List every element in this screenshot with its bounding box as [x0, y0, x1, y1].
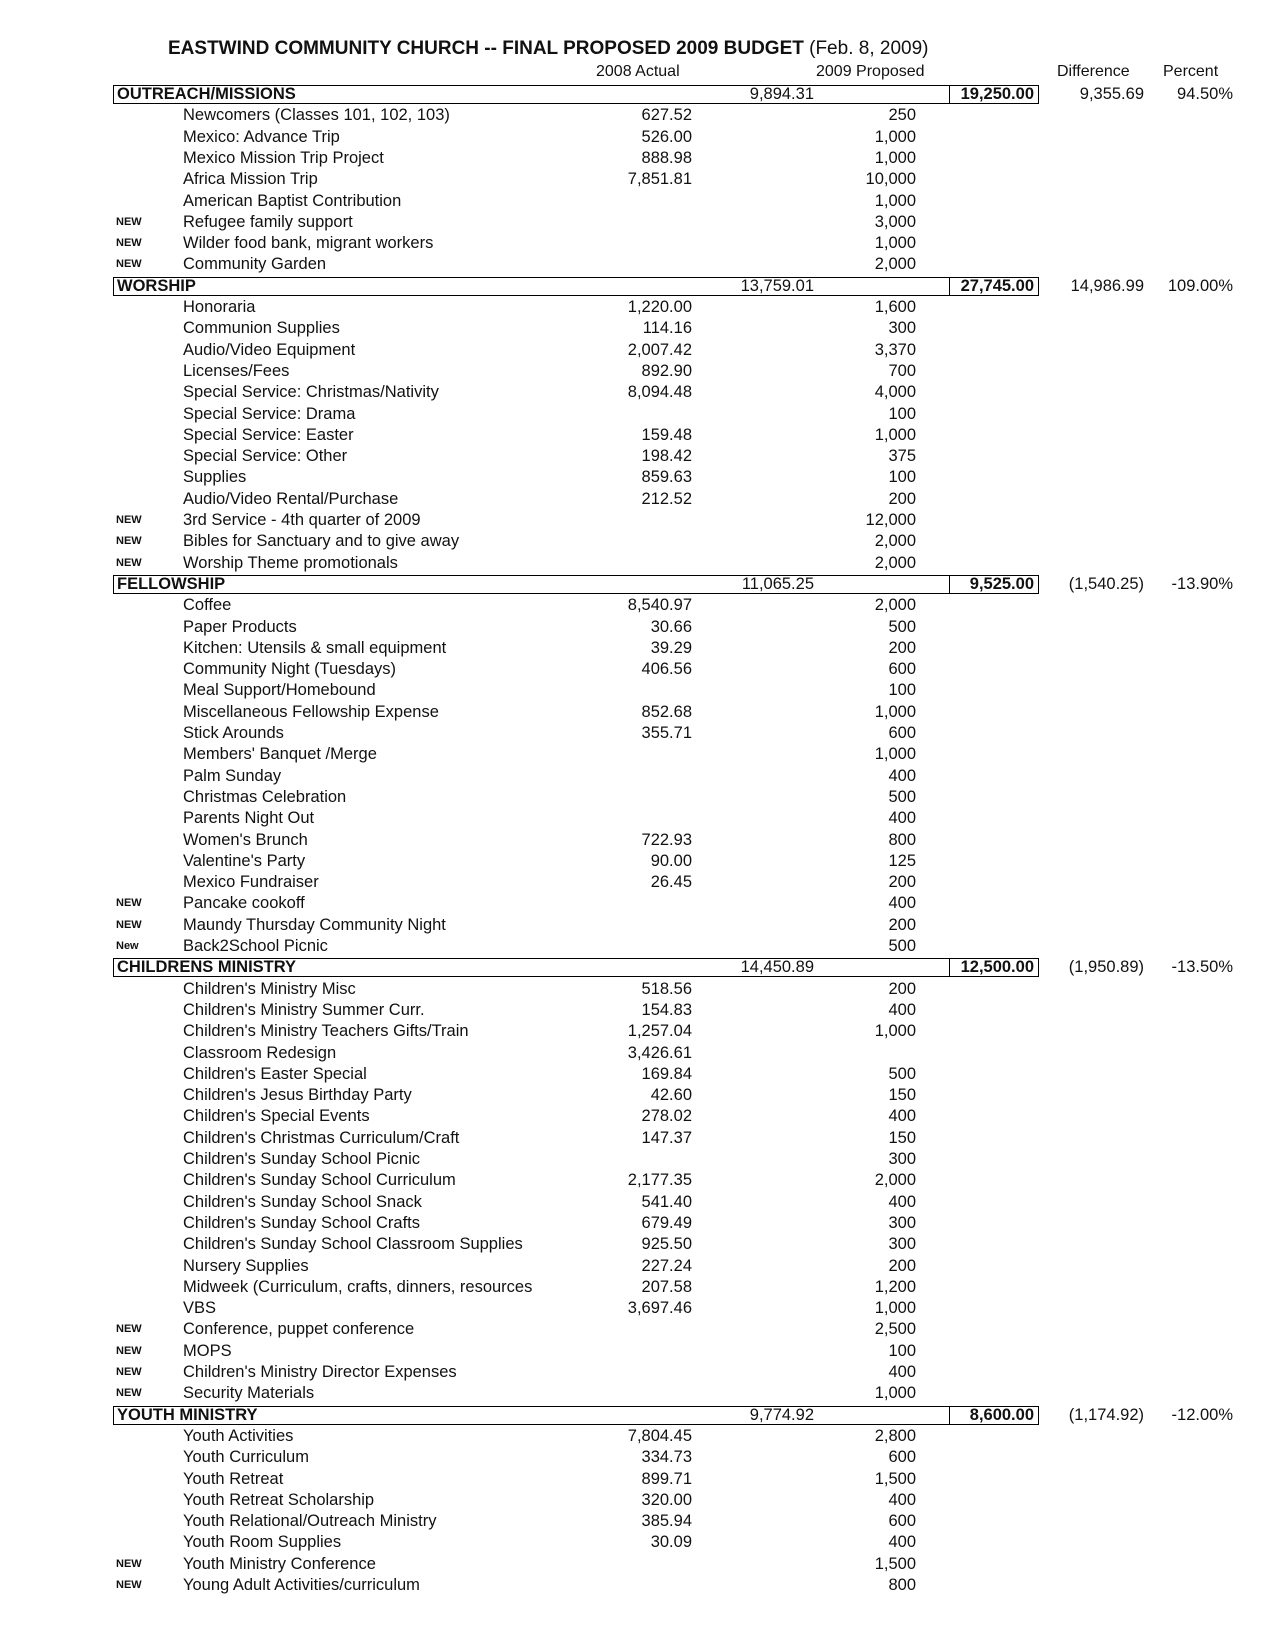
line-item-name: Children's Christmas Curriculum/Craft — [183, 1128, 460, 1147]
line-item-2008-actual: 7,851.81 — [627, 170, 692, 189]
line-item-2008-actual: 212.52 — [641, 489, 692, 508]
section-header-row — [0, 1405, 1275, 1426]
new-flag: NEW — [116, 1344, 142, 1357]
table-row — [0, 659, 1275, 680]
table-row — [0, 787, 1275, 808]
table-row — [0, 340, 1275, 361]
line-item-name: Children's Sunday School Classroom Supplies — [183, 1235, 523, 1254]
line-item-2008-actual: 90.00 — [650, 851, 692, 870]
line-item-2009-proposed: 2,000 — [874, 255, 916, 274]
section-difference: (1,540.25) — [1068, 574, 1144, 593]
table-row — [0, 744, 1275, 765]
line-item-name: Communion Supplies — [183, 319, 340, 338]
line-item-2009-proposed: 200 — [888, 873, 916, 892]
line-item-2008-actual: 1,257.04 — [627, 1022, 692, 1041]
table-row — [0, 1064, 1275, 1085]
line-item-2009-proposed: 1,600 — [874, 298, 916, 316]
line-item-2009-proposed: 1,000 — [874, 191, 916, 210]
line-item-name: Children's Ministry Teachers Gifts/Train — [183, 1022, 469, 1041]
line-item-name: Members' Banquet /Merge — [183, 745, 377, 764]
line-item-2009-proposed: 400 — [888, 894, 916, 913]
line-item-2008-actual: 355.71 — [641, 724, 692, 742]
line-item-2009-proposed: 600 — [888, 1448, 916, 1467]
section-name: FELLOWSHIP — [117, 574, 226, 593]
table-row — [0, 766, 1275, 787]
line-item-2009-proposed: 150 — [888, 1086, 916, 1105]
header-2009-proposed: 2009 Proposed — [816, 63, 925, 80]
line-item-2008-actual: 8,094.48 — [627, 383, 692, 402]
line-item-2008-actual: 852.68 — [641, 702, 692, 721]
table-row — [0, 297, 1275, 318]
line-item-2008-actual: 278.02 — [641, 1107, 692, 1126]
table-row — [0, 1362, 1275, 1383]
table-row — [0, 1490, 1275, 1511]
section-difference: 9,355.69 — [1079, 85, 1144, 103]
line-item-name: Worship Theme promotionals — [183, 553, 398, 572]
line-item-2009-proposed: 1,200 — [874, 1277, 916, 1296]
line-item-name: Christmas Celebration — [183, 787, 347, 806]
line-item-2008-actual: 227.24 — [641, 1256, 692, 1275]
line-item-2009-proposed: 1,000 — [874, 234, 916, 253]
table-row — [0, 1021, 1275, 1042]
section-difference: (1,174.92) — [1068, 1405, 1144, 1424]
line-item-2008-actual: 114.16 — [642, 319, 692, 338]
line-item-2009-proposed: 300 — [888, 1150, 916, 1168]
line-item-name: Back2School Picnic — [183, 937, 328, 955]
line-item-name: Young Adult Activities/curriculum — [183, 1576, 420, 1594]
section-percent: 109.00% — [1167, 276, 1233, 295]
line-item-name: Parents Night Out — [183, 809, 315, 828]
section-name: OUTREACH/MISSIONS — [117, 85, 296, 103]
line-item-name: Youth Curriculum — [183, 1448, 309, 1467]
section-header-row — [0, 276, 1275, 297]
line-item-2009-proposed: 1,500 — [874, 1554, 916, 1573]
table-row — [0, 361, 1275, 382]
line-item-2009-proposed: 800 — [888, 1576, 916, 1594]
line-item-2009-proposed: 400 — [888, 1000, 916, 1019]
table-row — [0, 169, 1275, 190]
section-2008-actual: 11,065.25 — [741, 574, 814, 593]
section-difference: 14,986.99 — [1070, 276, 1144, 295]
line-item-2009-proposed: 4,000 — [874, 383, 916, 402]
line-item-2009-proposed: 600 — [888, 724, 916, 742]
line-item-name: Refugee family support — [183, 212, 353, 231]
line-item-2008-actual: 722.93 — [641, 830, 692, 849]
section-percent: -12.00% — [1171, 1405, 1233, 1424]
line-item-2008-actual: 30.66 — [650, 617, 692, 636]
line-item-name: Conference, puppet conference — [183, 1320, 415, 1339]
table-row — [0, 1277, 1275, 1298]
table-row — [0, 148, 1275, 169]
line-item-2008-actual: 627.52 — [641, 106, 692, 125]
line-item-2008-actual: 892.90 — [641, 361, 692, 380]
table-row — [0, 617, 1275, 638]
table-row — [0, 1554, 1275, 1575]
line-item-2009-proposed: 1,000 — [874, 127, 916, 146]
new-flag: NEW — [116, 1323, 142, 1336]
line-item-name: Pancake cookoff — [183, 894, 305, 913]
table-row — [0, 127, 1275, 148]
section-header-row — [0, 84, 1275, 105]
new-flag: NEW — [116, 535, 142, 548]
line-item-2008-actual: 925.50 — [641, 1235, 692, 1254]
table-row — [0, 1319, 1275, 1340]
line-item-name: Mexico Mission Trip Project — [183, 148, 384, 167]
line-item-2008-actual: 26.45 — [650, 873, 692, 892]
table-row — [0, 1575, 1275, 1596]
table-row — [0, 595, 1275, 616]
line-item-name: Children's Sunday School Curriculum — [183, 1171, 456, 1190]
line-item-2009-proposed: 125 — [888, 851, 916, 870]
section-2008-actual: 9,894.31 — [749, 85, 814, 103]
line-item-name: Special Service: Other — [183, 447, 348, 466]
table-row — [0, 318, 1275, 339]
line-item-name: Special Service: Christmas/Nativity — [183, 383, 439, 402]
section-2008-actual: 9,774.92 — [749, 1405, 814, 1424]
line-item-name: Children's Ministry Summer Curr. — [183, 1000, 425, 1019]
line-item-2009-proposed: 2,500 — [874, 1320, 916, 1339]
line-item-name: Youth Relational/Outreach Ministry — [183, 1512, 437, 1531]
table-row — [0, 1170, 1275, 1191]
section-2009-total: 8,600.00 — [969, 1405, 1034, 1424]
table-row — [0, 808, 1275, 829]
line-item-2009-proposed: 375 — [888, 447, 916, 466]
table-row — [0, 936, 1275, 957]
table-row — [0, 467, 1275, 488]
line-item-name: Children's Sunday School Picnic — [183, 1150, 421, 1168]
line-item-name: Mexico: Advance Trip — [183, 127, 340, 146]
table-row — [0, 1298, 1275, 1319]
line-item-2009-proposed: 800 — [888, 830, 916, 849]
line-item-2009-proposed: 1,000 — [874, 702, 916, 721]
header-2008-actual: 2008 Actual — [596, 63, 680, 80]
line-item-2009-proposed: 1,000 — [874, 1384, 916, 1403]
section-header-row — [0, 574, 1275, 595]
table-row — [0, 1256, 1275, 1277]
line-item-2009-proposed: 600 — [888, 660, 916, 679]
line-item-name: Youth Room Supplies — [183, 1533, 342, 1552]
table-row — [0, 254, 1275, 275]
table-row — [0, 851, 1275, 872]
line-item-name: Midweek (Curriculum, crafts, dinners, resources — [183, 1277, 533, 1296]
section-2008-actual: 14,450.89 — [740, 958, 814, 977]
line-item-2009-proposed: 100 — [888, 681, 916, 700]
line-item-2009-proposed: 1,000 — [874, 745, 916, 764]
table-row — [0, 510, 1275, 531]
table-row — [0, 1085, 1275, 1106]
line-item-name: MOPS — [183, 1341, 232, 1360]
line-item-2009-proposed: 3,000 — [874, 212, 916, 231]
table-row — [0, 979, 1275, 1000]
new-flag: NEW — [116, 897, 142, 910]
line-item-name: 3rd Service - 4th quarter of 2009 — [183, 511, 421, 529]
line-item-2008-actual: 147.37 — [641, 1128, 692, 1147]
line-item-name: Coffee — [183, 596, 232, 615]
table-row — [0, 1106, 1275, 1127]
table-row — [0, 1192, 1275, 1213]
new-flag: NEW — [116, 556, 142, 569]
new-flag: NEW — [116, 258, 142, 271]
document-title — [168, 38, 928, 60]
line-item-name: Valentine's Party — [183, 851, 306, 870]
section-name: CHILDRENS MINISTRY — [117, 958, 297, 977]
line-item-2009-proposed: 500 — [888, 1064, 916, 1083]
table-row — [0, 1213, 1275, 1234]
line-item-2009-proposed: 200 — [888, 489, 916, 508]
line-item-2008-actual: 334.73 — [641, 1448, 692, 1467]
line-item-name: Miscellaneous Fellowship Expense — [183, 702, 439, 721]
line-item-2009-proposed: 1,000 — [874, 1022, 916, 1041]
table-row — [0, 702, 1275, 723]
table-row — [0, 1469, 1275, 1490]
line-item-name: Licenses/Fees — [183, 361, 290, 380]
line-item-2008-actual: 2,177.35 — [627, 1171, 692, 1190]
table-row — [0, 425, 1275, 446]
new-flag: NEW — [116, 514, 142, 526]
line-item-name: Kitchen: Utensils & small equipment — [183, 638, 447, 657]
line-item-2009-proposed: 150 — [888, 1128, 916, 1147]
line-item-2008-actual: 154.83 — [641, 1000, 692, 1019]
line-item-2009-proposed: 300 — [888, 1235, 916, 1254]
line-item-2008-actual: 859.63 — [641, 468, 692, 487]
table-row — [0, 1532, 1275, 1553]
table-row — [0, 893, 1275, 914]
section-box — [113, 575, 1039, 594]
section-2009-total: 27,745.00 — [960, 276, 1034, 295]
table-row — [0, 1149, 1275, 1170]
line-item-2008-actual: 39.29 — [650, 638, 692, 657]
line-item-2009-proposed: 400 — [888, 1192, 916, 1211]
section-name: WORSHIP — [117, 276, 196, 295]
new-flag: New — [116, 940, 139, 952]
line-item-name: Wilder food bank, migrant workers — [183, 234, 434, 253]
line-item-2009-proposed: 400 — [888, 1107, 916, 1126]
line-item-2009-proposed: 200 — [888, 979, 916, 998]
table-row — [0, 830, 1275, 851]
line-item-2008-actual: 30.09 — [650, 1533, 692, 1552]
header-percent: Percent — [1163, 63, 1219, 80]
line-item-name: Youth Activities — [183, 1426, 294, 1445]
line-item-2009-proposed: 700 — [888, 361, 916, 380]
table-row — [0, 872, 1275, 893]
line-item-2009-proposed: 200 — [888, 915, 916, 934]
table-row — [0, 1000, 1275, 1021]
line-item-2009-proposed: 100 — [888, 1341, 916, 1360]
table-row — [0, 680, 1275, 701]
table-row — [0, 1234, 1275, 1255]
line-item-2009-proposed: 2,000 — [874, 532, 916, 551]
line-item-2008-actual: 541.40 — [641, 1192, 692, 1211]
line-item-name: Special Service: Easter — [183, 425, 354, 444]
table-row — [0, 638, 1275, 659]
line-item-name: American Baptist Contribution — [183, 191, 402, 210]
new-flag: NEW — [116, 237, 142, 250]
line-item-2009-proposed: 500 — [888, 617, 916, 636]
line-item-name: Nursery Supplies — [183, 1256, 309, 1275]
line-item-2008-actual: 169.84 — [641, 1064, 692, 1083]
line-item-name: Youth Retreat Scholarship — [183, 1490, 375, 1509]
line-item-2009-proposed: 300 — [888, 1213, 916, 1232]
line-item-name: Bibles for Sanctuary and to give away — [183, 532, 460, 551]
line-item-2009-proposed: 100 — [888, 468, 916, 487]
line-item-2009-proposed: 12,000 — [865, 511, 916, 529]
table-row — [0, 1511, 1275, 1532]
new-flag: NEW — [116, 1579, 142, 1591]
line-item-2009-proposed: 400 — [888, 1490, 916, 1509]
line-item-2009-proposed: 400 — [888, 766, 916, 785]
line-item-2008-actual: 207.58 — [641, 1277, 692, 1296]
table-row — [0, 1447, 1275, 1468]
line-item-2009-proposed: 3,370 — [874, 340, 916, 359]
line-item-name: Audio/Video Rental/Purchase — [183, 489, 399, 508]
table-row — [0, 233, 1275, 254]
title-date: (Feb. 8, 2009) — [809, 38, 929, 59]
line-item-name: Audio/Video Equipment — [183, 340, 356, 359]
line-item-2008-actual: 406.56 — [641, 660, 692, 679]
line-item-2009-proposed: 600 — [888, 1512, 916, 1531]
line-item-2009-proposed: 250 — [888, 106, 916, 125]
table-row — [0, 723, 1275, 744]
line-item-2009-proposed: 2,000 — [874, 596, 916, 615]
table-row — [0, 1128, 1275, 1149]
header-difference: Difference — [1057, 63, 1130, 80]
section-box — [113, 277, 1039, 296]
line-item-name: Mexico Fundraiser — [183, 873, 319, 892]
line-item-2008-actual: 3,426.61 — [627, 1043, 692, 1062]
line-item-2008-actual: 8,540.97 — [627, 596, 692, 615]
table-row — [0, 382, 1275, 403]
line-item-2009-proposed: 400 — [888, 1533, 916, 1552]
line-item-name: Children's Easter Special — [183, 1064, 367, 1083]
line-item-2008-actual: 1,220.00 — [627, 298, 692, 316]
line-item-name: Stick Arounds — [183, 724, 284, 742]
line-item-2009-proposed: 1,000 — [874, 148, 916, 167]
line-item-name: Children's Ministry Misc — [183, 979, 356, 998]
line-item-name: Paper Products — [183, 617, 297, 636]
table-row — [0, 105, 1275, 126]
section-percent: -13.90% — [1171, 574, 1233, 593]
line-item-name: Women's Brunch — [183, 830, 308, 849]
table-row — [0, 489, 1275, 510]
line-item-name: Children's Jesus Birthday Party — [183, 1086, 412, 1105]
line-item-name: Classroom Redesign — [183, 1043, 337, 1062]
table-row — [0, 191, 1275, 212]
table-row — [0, 212, 1275, 233]
line-item-2009-proposed: 100 — [888, 404, 916, 423]
line-item-2009-proposed: 2,800 — [874, 1426, 916, 1445]
line-item-2009-proposed: 500 — [888, 937, 916, 955]
line-item-name: Honoraria — [183, 298, 256, 316]
line-item-2008-actual: 7,804.45 — [627, 1426, 692, 1445]
line-item-name: Community Night (Tuesdays) — [183, 660, 397, 679]
new-flag: NEW — [116, 1366, 142, 1378]
line-item-name: Maundy Thursday Community Night — [183, 915, 446, 934]
table-row — [0, 1341, 1275, 1362]
table-row — [0, 553, 1275, 574]
line-item-2009-proposed: 500 — [888, 787, 916, 806]
line-item-name: Meal Support/Homebound — [183, 681, 376, 700]
line-item-name: Children's Special Events — [183, 1107, 370, 1126]
section-2008-actual: 13,759.01 — [740, 276, 814, 295]
line-item-2008-actual: 526.00 — [641, 127, 692, 146]
line-item-name: Special Service: Drama — [183, 404, 356, 423]
line-item-2009-proposed: 1,000 — [874, 1299, 916, 1318]
line-item-name: Security Materials — [183, 1384, 315, 1403]
section-2009-total: 12,500.00 — [960, 958, 1034, 977]
line-item-2009-proposed: 300 — [888, 319, 916, 338]
section-2009-total: 9,525.00 — [969, 574, 1034, 593]
line-item-name: Children's Ministry Director Expenses — [183, 1363, 457, 1381]
section-percent: 94.50% — [1177, 85, 1233, 103]
line-item-2008-actual: 198.42 — [641, 447, 692, 466]
line-item-2009-proposed: 10,000 — [865, 170, 916, 189]
table-row — [0, 446, 1275, 467]
line-item-2008-actual: 320.00 — [641, 1490, 692, 1509]
line-item-2009-proposed: 1,500 — [874, 1469, 916, 1488]
new-flag: NEW — [116, 215, 142, 228]
line-item-2008-actual: 159.48 — [641, 425, 692, 444]
line-item-2009-proposed: 200 — [888, 638, 916, 657]
table-row — [0, 1383, 1275, 1404]
line-item-name: Children's Sunday School Crafts — [183, 1213, 421, 1232]
line-item-2008-actual: 2,007.42 — [627, 340, 692, 359]
section-name: YOUTH MINISTRY — [117, 1405, 258, 1424]
line-item-name: Supplies — [183, 468, 247, 487]
table-row — [0, 404, 1275, 425]
new-flag: NEW — [116, 1387, 142, 1400]
table-row — [0, 1043, 1275, 1064]
new-flag: NEW — [116, 1557, 142, 1570]
title-main: EASTWIND COMMUNITY CHURCH -- FINAL PROPOSED 2009 BUDGET — [168, 38, 804, 59]
line-item-name: Africa Mission Trip — [183, 170, 318, 189]
line-item-2008-actual: 42.60 — [650, 1086, 692, 1105]
line-item-2008-actual: 518.56 — [641, 979, 692, 998]
line-item-2008-actual: 3,697.46 — [627, 1299, 692, 1318]
table-row — [0, 531, 1275, 552]
line-item-name: Youth Ministry Conference — [183, 1554, 376, 1573]
line-item-name: Newcomers (Classes 101, 102, 103) — [183, 106, 450, 125]
section-difference: (1,950.89) — [1068, 958, 1144, 977]
section-header-row — [0, 957, 1275, 978]
line-item-2008-actual: 679.49 — [641, 1213, 692, 1232]
table-row — [0, 1426, 1275, 1447]
line-item-2009-proposed: 400 — [888, 809, 916, 828]
line-item-name: VBS — [183, 1299, 217, 1318]
line-item-2009-proposed: 2,000 — [874, 1171, 916, 1190]
line-item-name: Youth Retreat — [183, 1469, 284, 1488]
line-item-2009-proposed: 2,000 — [874, 553, 916, 572]
new-flag: NEW — [116, 918, 142, 931]
section-percent: -13.50% — [1171, 958, 1233, 977]
table-row — [0, 915, 1275, 936]
line-item-2008-actual: 899.71 — [641, 1469, 692, 1488]
section-2009-total: 19,250.00 — [960, 85, 1034, 103]
line-item-name: Community Garden — [183, 255, 327, 274]
line-item-2009-proposed: 400 — [888, 1363, 916, 1381]
line-item-2009-proposed: 200 — [888, 1256, 916, 1275]
line-item-2008-actual: 888.98 — [641, 148, 692, 167]
line-item-name: Palm Sunday — [183, 766, 282, 785]
line-item-2008-actual: 385.94 — [641, 1512, 692, 1531]
line-item-2009-proposed: 1,000 — [874, 425, 916, 444]
line-item-name: Children's Sunday School Snack — [183, 1192, 422, 1211]
